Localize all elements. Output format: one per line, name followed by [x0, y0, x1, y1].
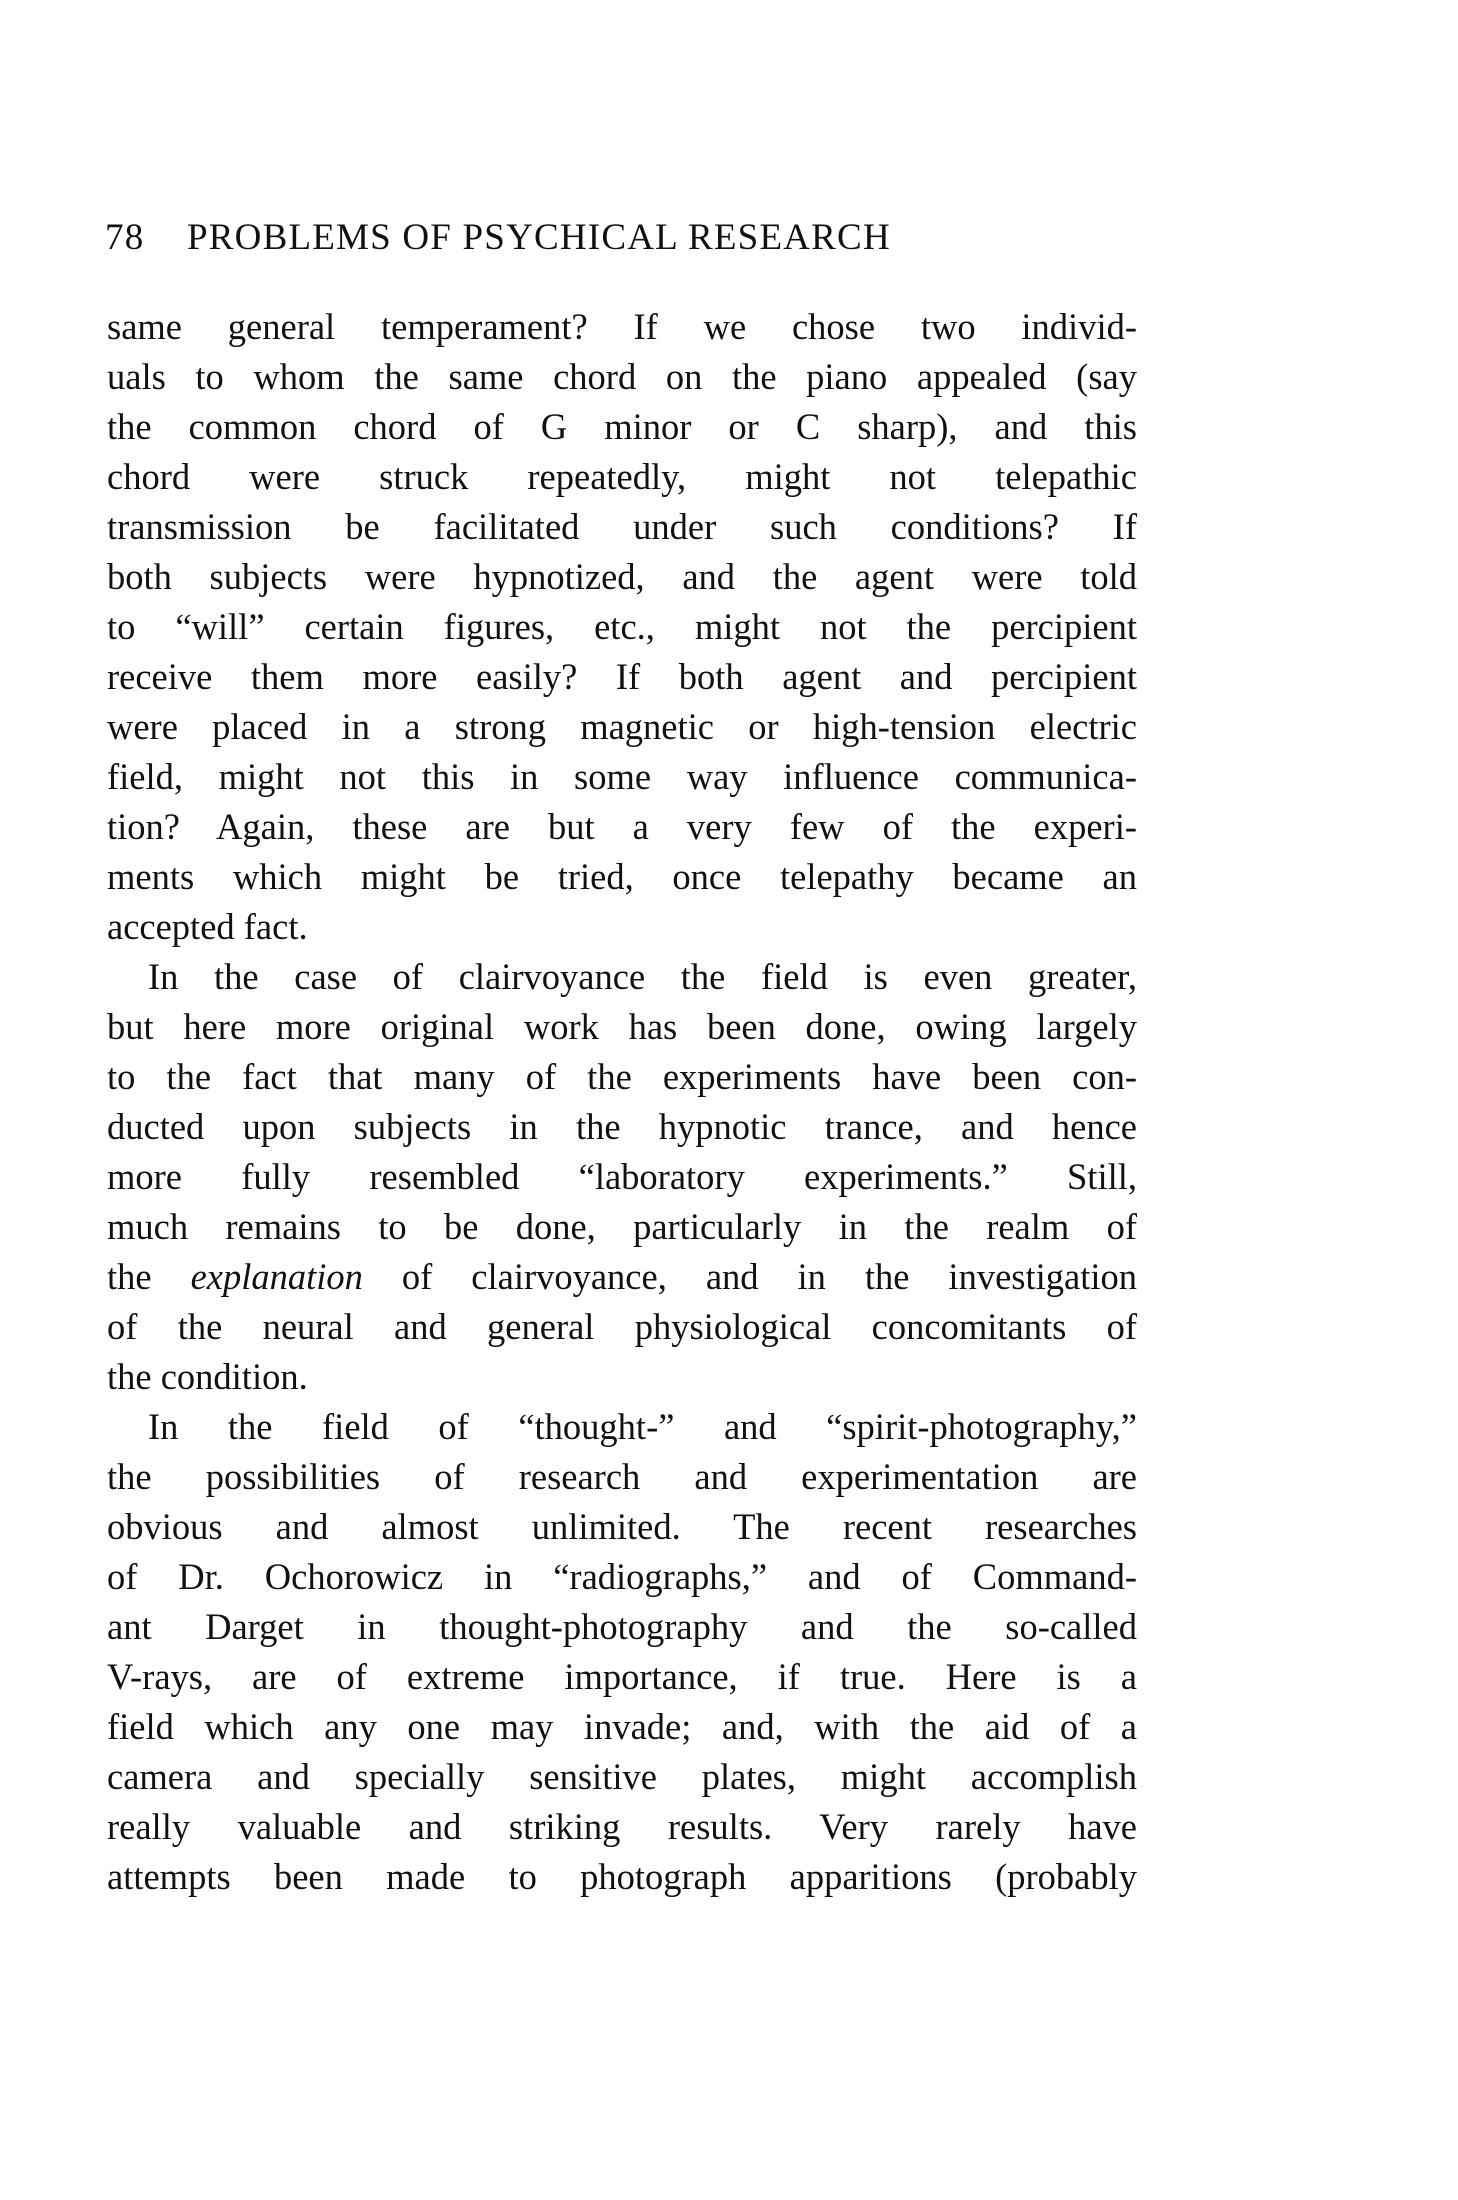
text-line: much remains to be done, particularly in the realm of — [107, 1206, 1137, 1247]
text-line: attempts been made to photograph apparitions (probably — [107, 1856, 1137, 1897]
running-head: PROBLEMS OF PSYCHICAL RESEARCH — [187, 217, 891, 258]
text-line: field which any one may invade; and, with the aid of a — [107, 1706, 1137, 1747]
text-line: camera and specially sensitive plates, might accomplish — [107, 1756, 1137, 1797]
text-line: same general temperament? If we chose two individ- — [107, 306, 1137, 347]
text-line: the common chord of G minor or C sharp), and this — [107, 406, 1137, 447]
text-line: of Dr. Ochorowicz in “radiographs,” and of Command- — [107, 1556, 1137, 1597]
text-segment: the — [107, 1256, 191, 1297]
text-line: uals to whom the same chord on the piano appealed (say — [107, 356, 1137, 397]
text-line: ments which might be tried, once telepathy became an — [107, 856, 1137, 897]
text-line: of the neural and general physiological concomitants of — [107, 1306, 1137, 1347]
text-line: ducted upon subjects in the hypnotic trance, and hence — [107, 1106, 1137, 1147]
text-line: the condition. — [107, 1356, 308, 1397]
text-line: field, might not this in some way influence communica- — [107, 756, 1137, 797]
text-line: obvious and almost unlimited. The recent researches — [107, 1506, 1137, 1547]
text-line: receive them more easily? If both agent and percipient — [107, 656, 1137, 697]
text-line: both subjects were hypnotized, and the agent were told — [107, 556, 1137, 597]
text-line: more fully resembled “laboratory experiments.” Still, — [107, 1156, 1137, 1197]
emphasized-word: explanation — [190, 1256, 363, 1297]
text-segment: of clairvoyance, and in the investigation — [362, 1256, 1137, 1297]
text-line: ant Darget in thought-photography and the so-called — [107, 1606, 1137, 1647]
page-number: 78 — [105, 217, 145, 258]
text-line: tion? Again, these are but a very few of the experi- — [107, 806, 1137, 847]
text-line: V-rays, are of extreme importance, if true. Here is a — [107, 1656, 1137, 1697]
text-line: chord were struck repeatedly, might not telepathic — [107, 456, 1137, 497]
text-line: accepted fact. — [107, 906, 308, 947]
page-header — [105, 213, 1135, 263]
text-line: really valuable and striking results. Very rarely have — [107, 1806, 1137, 1847]
text-line: to “will” certain figures, etc., might not the percipient — [107, 606, 1137, 647]
text-line: but here more original work has been done, owing largely — [107, 1006, 1137, 1047]
text-line: In the case of clairvoyance the field is even greater, — [148, 956, 1137, 997]
text-line: transmission be facilitated under such conditions? If — [107, 506, 1137, 547]
text-line: In the field of “thought-” and “spirit-photography,” — [148, 1406, 1137, 1447]
text-line: to the fact that many of the experiments have been con- — [107, 1056, 1137, 1097]
text-line: the possibilities of research and experimentation are — [107, 1456, 1137, 1497]
text-line — [107, 1252, 1137, 1302]
text-line: were placed in a strong magnetic or high-tension electric — [107, 706, 1137, 747]
